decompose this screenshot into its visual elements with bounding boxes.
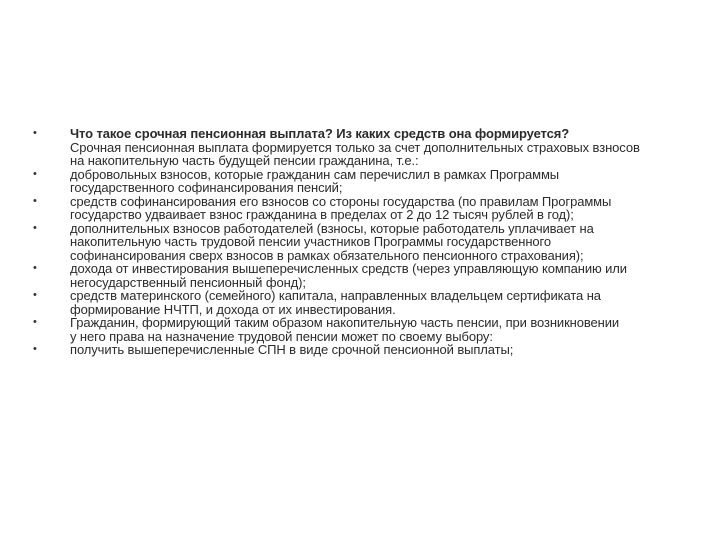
- bullet-text-line: дополнительных взносов работодателей (взносы, которые работодатель уплачивает на: [70, 220, 594, 236]
- bullet-text-line: софинансирования сверх взносов в рамках обязательного пенсионного страхования);: [70, 247, 584, 263]
- list-item: [33, 289, 693, 316]
- bullet-text-line: дохода от инвестирования вышеперечисленных средств (через управляющую компанию или: [70, 261, 627, 276]
- bullet-dot-icon: •: [33, 343, 37, 355]
- list-item: [33, 262, 693, 289]
- bullet-text-line: у него права на назначение трудовой пенсии может по своему выбору:: [70, 328, 493, 344]
- bullet-text-line: негосударственный пенсионный фонд);: [70, 274, 306, 290]
- bullet-text-line: средств материнского (семейного) капитала, направленных владельцем сертификата на: [70, 288, 601, 303]
- list-item: [33, 195, 693, 222]
- bullet-text-line: Срочная пенсионная выплата формируется только за счет дополнительных страховых взносов: [70, 139, 640, 155]
- bullet-dot-icon: •: [33, 262, 37, 274]
- question-heading: Что такое срочная пенсионная выплата? Из каких средств она формируется?: [70, 126, 570, 141]
- bullet-text-line: государственного софинансирования пенсий;: [70, 180, 343, 195]
- bullet-dot-icon: •: [33, 167, 37, 180]
- list-item: [33, 222, 693, 263]
- bullet-text-line: на накопительную часть будущей пенсии гражданина, т.е.:: [70, 153, 419, 168]
- bullet-text-line: средств софинансирования его взносов со стороны государства (по правилам Программы: [70, 193, 612, 209]
- bullet-text-line: накопительную часть трудовой пенсии участников Программы государственного: [70, 234, 552, 249]
- bullet-text-line: Гражданин, формирующий таким образом накопительную часть пенсии, при возникновении: [70, 315, 620, 330]
- bullet-text-line: государство удваивает взнос гражданина в пределах от 2 до 12 тысяч рублей в год);: [70, 207, 574, 222]
- list-item: [33, 343, 693, 357]
- list-item: [33, 127, 693, 168]
- bullet-dot-icon: •: [33, 194, 37, 207]
- bullet-dot-icon: •: [33, 289, 37, 301]
- bullet-text-line: формирование НЧТП, и дохода от их инвестирования.: [70, 301, 396, 317]
- list-item: [33, 316, 693, 343]
- bullet-text-line: добровольных взносов, которые гражданин сам перечислил в рамках Программы: [70, 166, 560, 182]
- bullet-text-line: получить вышеперечисленные СПН в виде срочной пенсионной выплаты;: [70, 342, 514, 357]
- bullet-dot-icon: •: [33, 127, 37, 139]
- bullet-dot-icon: •: [33, 221, 37, 234]
- bullet-list: [33, 127, 693, 357]
- list-item: [33, 168, 693, 195]
- bullet-dot-icon: •: [33, 316, 37, 328]
